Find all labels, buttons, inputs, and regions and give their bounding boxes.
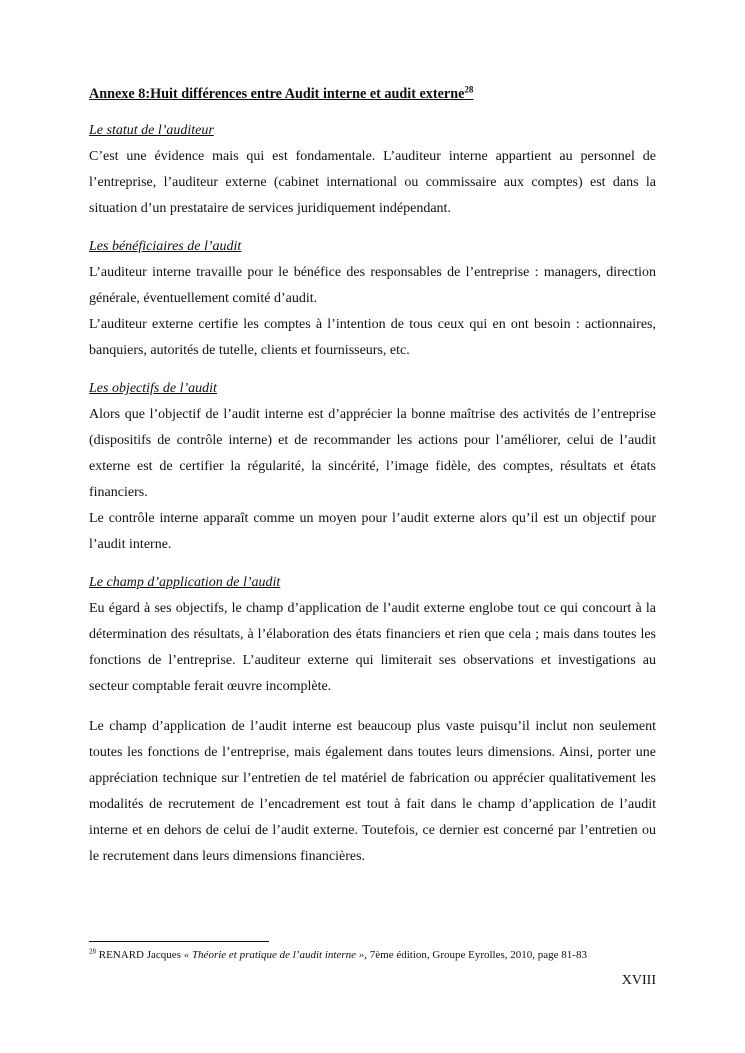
- section-paragraph: C’est une évidence mais qui est fondamentale. L’auditeur interne appartient au personnel de l’entreprise, l’auditeur externe (cabinet international ou commissaire aux comptes) est dans la situation d’un prestataire de services juridiquement indépendant.: [89, 149, 656, 216]
- section-paragraph: Alors que l’objectif de l’audit interne est d’apprécier la bonne maîtrise des activités de l’entreprise (dispositifs de contrôle interne) et de recommander les actions pour l’améliorer, celui de l’audit externe est de certifier la régularité, la sincérité, l’image fidèle, des comptes, résultats et états financiers.: [89, 407, 656, 500]
- section-heading: Les objectifs de l’audit: [89, 381, 217, 396]
- section-heading: Le champ d’application de l’audit: [89, 575, 281, 590]
- footnote-divider: [89, 941, 269, 942]
- page-title: Annexe 8:Huit différences entre Audit interne et audit externe$^{28}$: [89, 84, 474, 102]
- footnote-number: 28: [89, 947, 96, 956]
- section-champ-application: [89, 572, 656, 870]
- section-beneficiaires: [89, 236, 656, 364]
- section-statut: [89, 120, 656, 222]
- page-number: XVIII: [621, 973, 656, 988]
- section-paragraph: L’auditeur interne travaille pour le bénéfice des responsables de l’entreprise : managers, direction générale, éventuellement comité d’audit.: [89, 265, 656, 306]
- section-heading: Les bénéficiaires de l’audit: [89, 239, 242, 254]
- footnote-author: RENARD Jacques: [98, 949, 184, 961]
- section-paragraph: Le contrôle interne apparaît comme un moyen pour l’audit externe alors qu’il est un objectif pour l’audit interne.: [89, 511, 656, 552]
- page-content: [89, 84, 656, 884]
- section-paragraph: Eu égard à ses objectifs, le champ d’application de l’audit externe englobe tout ce qui concourt à la détermination des résultats, à l’élaboration des états financiers et rien que cela ; mais dans toutes les fonctions de l’entreprise. L’auditeur externe qui limiterait ses observations et investigations au secteur comptable ferait œuvre incomplète.: [89, 601, 656, 694]
- section-paragraph: L’auditeur externe certifie les comptes à l’intention de tous ceux qui en ont besoin : actionnaires, banquiers, autorités de tutelle, clients et fournisseurs, etc.: [89, 317, 656, 358]
- section-objectifs: [89, 378, 656, 558]
- footnote-work-title: « Théorie et pratique de l’audit interne »: [183, 949, 365, 961]
- section-paragraph: Le champ d’application de l’audit interne est beaucoup plus vaste puisqu’il inclut non seulement toutes les fonctions de l’entreprise, mais également dans toutes leurs dimensions. Ainsi, porter une appréciation technique sur l’entretien de tel matériel de fabrication ou apprécier qualitativement les modalités de recrutement de l’encadrement est tout à fait dans le champ d’application de l’audit interne et en dehors de celui de l’audit externe. Toutefois, ce dernier est concerné par l’entretien ou le recrutement dans leurs dimensions financières.: [89, 719, 656, 864]
- footnote: [89, 947, 656, 963]
- title-footnote-ref: 28: [464, 84, 474, 95]
- section-heading: Le statut de l’auditeur: [89, 123, 214, 138]
- footnote-details: , 7ème édition, Groupe Eyrolles, 2010, page 81-83: [364, 949, 587, 961]
